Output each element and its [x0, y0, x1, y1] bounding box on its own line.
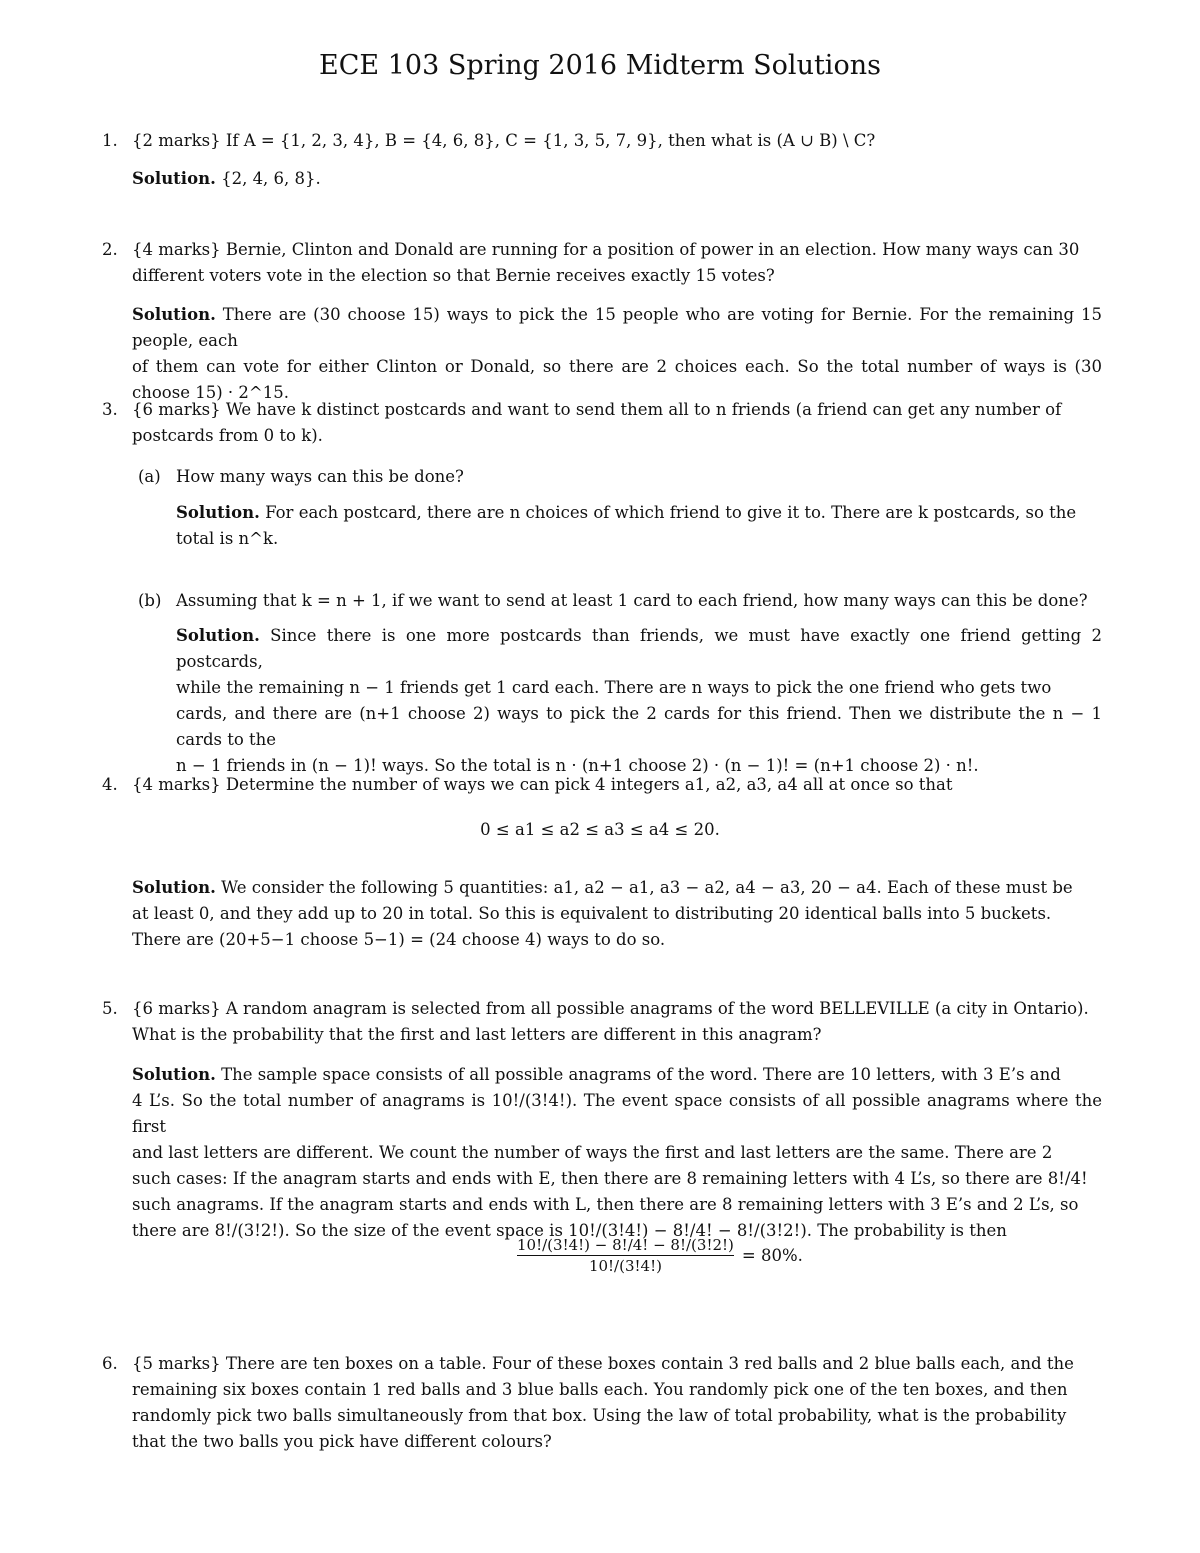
solution-text-line: For each postcard, there are n choices of which friend to give it to. There are k postcards, so the: [265, 503, 1077, 522]
solution-label: Solution.: [132, 1065, 216, 1084]
question-text-line: {4 marks} Bernie, Clinton and Donald are running for a position of power in an election. How many ways can 30: [132, 240, 1080, 259]
equation-display: 0 ≤ a1 ≤ a2 ≤ a3 ≤ a4 ≤ 20.: [480, 820, 720, 839]
question-text-line: {6 marks} We have k distinct postcards and want to send them all to n friends (a friend can get any number of: [132, 400, 1062, 419]
question-6: [102, 1351, 1102, 1455]
question-text-line: What is the probability that the first and last letters are different in this anagram?: [132, 1025, 822, 1044]
solution-text-line: such cases: If the anagram starts and ends with E, then there are 8 remaining letters with 4 L’s, so there are 8!/4!: [132, 1169, 1088, 1188]
solution-text-line: such anagrams. If the anagram starts and ends with L, then there are 8 remaining letters with 3 E’s and 2 L’s, so: [132, 1195, 1079, 1214]
fraction-numerator: 10!/(3!4!) − 8!/4! − 8!/(3!2!): [517, 1236, 734, 1254]
question-text-line: randomly pick two balls simultaneously from that box. Using the law of total probability, what is the probability: [132, 1406, 1067, 1425]
question-text-line: postcards from 0 to k).: [132, 426, 323, 445]
question-text-line: {6 marks} A random anagram is selected from all possible anagrams of the word BELLEVILLE (a city in Ontario).: [132, 999, 1089, 1018]
solution-3b: [176, 623, 1102, 779]
fraction-denominator: 10!/(3!4!): [588, 1257, 662, 1275]
question-number: 4.: [102, 775, 118, 794]
solution-text-line: there are 8!/(3!2!). So the size of the event space is 10!/(3!4!) − 8!/4! − 8!/(3!2!). The probability is then: [132, 1221, 1007, 1240]
solution-text-line: n − 1 friends in (n − 1)! ways. So the total is n · (n+1 choose 2) · (n − 1)! = (n+1 choose 2) · n!.: [176, 756, 979, 775]
question-number: 6.: [102, 1354, 118, 1373]
question-number: 3.: [102, 400, 118, 419]
question-1: [102, 128, 1102, 154]
question-text-line: different voters vote in the election so that Bernie receives exactly 15 votes?: [132, 266, 775, 285]
question-5: [102, 996, 1102, 1048]
question-text-line: {5 marks} There are ten boxes on a table. Four of these boxes contain 3 red balls and 2 blue balls each, and the: [132, 1354, 1074, 1373]
fraction-result: = 80%.: [741, 1245, 803, 1265]
question-number: 1.: [102, 131, 118, 150]
question-4: [102, 772, 1102, 798]
solution-text: {2, 4, 6, 8}.: [221, 169, 321, 188]
solution-label: Solution.: [132, 169, 216, 188]
subpart-text: How many ways can this be done?: [176, 467, 464, 486]
question-2: [102, 237, 1102, 289]
solution-text-line: There are (30 choose 15) ways to pick the 15 people who are voting for Bernie. For the remaining 15 people, each: [132, 305, 1102, 350]
solution-text-line: total is n^k.: [176, 529, 279, 548]
subpart-label: (b): [138, 591, 162, 610]
solution-text-line: of them can vote for either Clinton or Donald, so there are 2 choices each. So the total number of ways is (30 choose 15) · 2^15.: [132, 357, 1102, 402]
solution-text-line: 4 L’s. So the total number of anagrams is 10!/(3!4!). The event space consists of all possible anagrams where the first: [132, 1091, 1102, 1136]
solution-text-line: The sample space consists of all possible anagrams of the word. There are 10 letters, with 3 E’s and: [221, 1065, 1061, 1084]
subpart-text: Assuming that k = n + 1, if we want to send at least 1 card to each friend, how many ways can this be done?: [176, 591, 1088, 610]
question-text: {4 marks} Determine the number of ways we can pick 4 integers a1, a2, a3, a4 all at once so that: [132, 775, 953, 794]
question-3a: [138, 464, 1102, 490]
fraction-bar: [517, 1255, 734, 1256]
question-text: {2 marks} If A = {1, 2, 3, 4}, B = {4, 6, 8}, C = {1, 3, 5, 7, 9}, then what is (A ∪ B) \ C?: [132, 131, 876, 150]
question-text-line: that the two balls you pick have different colours?: [132, 1432, 552, 1451]
solution-label: Solution.: [176, 503, 260, 522]
solution-2: [132, 302, 1102, 406]
solution-text-line: We consider the following 5 quantities: a1, a2 − a1, a3 − a2, a4 − a3, 20 − a4. Each of these must be: [221, 878, 1073, 897]
solution-5: [132, 1062, 1102, 1244]
solution-text-line: at least 0, and they add up to 20 in total. So this is equivalent to distributing 20 identical balls into 5 buckets.: [132, 904, 1052, 923]
question-3b: [138, 588, 1102, 614]
solution-text-line: Since there is one more postcards than friends, we must have exactly one friend getting 2 postcards,: [176, 626, 1102, 671]
solution-4: [132, 875, 1102, 953]
solution-3a: [176, 500, 1102, 552]
question-number: 2.: [102, 240, 118, 259]
solution-text-line: There are (20+5−1 choose 5−1) = (24 choose 4) ways to do so.: [132, 930, 666, 949]
solution-text-line: while the remaining n − 1 friends get 1 card each. There are n ways to pick the one friend who gets two: [176, 678, 1052, 697]
probability-fraction: [517, 1236, 803, 1275]
solution-text-line: and last letters are different. We count the number of ways the first and last letters are the same. There are 2: [132, 1143, 1053, 1162]
solution-text-line: cards, and there are (n+1 choose 2) ways to pick the 2 cards for this friend. Then we distribute the n − 1 cards to the: [176, 704, 1102, 749]
subpart-label: (a): [138, 467, 161, 486]
page-title: ECE 103 Spring 2016 Midterm Solutions: [319, 50, 881, 81]
solution-label: Solution.: [132, 878, 216, 897]
solution-1: [132, 166, 1102, 192]
question-3: [102, 397, 1102, 449]
question-number: 5.: [102, 999, 118, 1018]
solution-label: Solution.: [132, 305, 216, 324]
question-text-line: remaining six boxes contain 1 red balls and 3 blue balls each. You randomly pick one of the ten boxes, and then: [132, 1380, 1068, 1399]
solution-label: Solution.: [176, 626, 260, 645]
